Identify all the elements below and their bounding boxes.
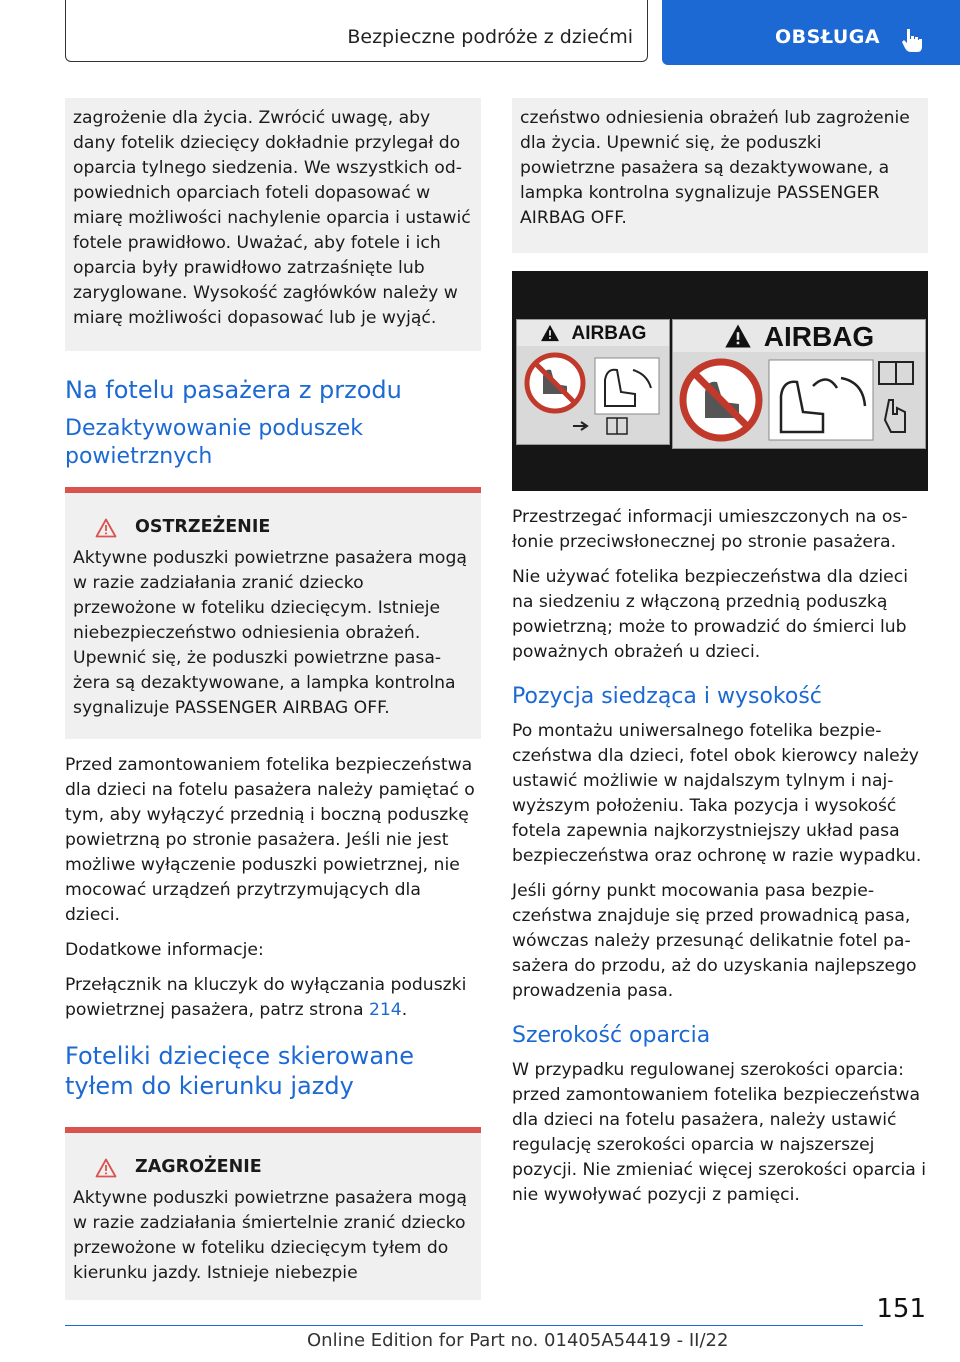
airbag-label-large-text: AIRBAG (763, 320, 875, 352)
tab-label: OBSŁUGA (775, 26, 881, 48)
left-column (65, 98, 481, 1300)
section-title: Bezpieczne podróże z dziećmi (347, 26, 633, 48)
warning-box (65, 487, 481, 739)
airbag-label-small-text: AIRBAG (571, 322, 647, 344)
page-link[interactable]: 214 (368, 1000, 402, 1020)
pointing-hand-icon (900, 27, 924, 53)
danger-title: ZAGROŻENIE (73, 1155, 471, 1180)
airbag-label-small (516, 319, 670, 445)
paragraph: Po montażu uniwersalnego fotelika bezpieczeństwa dla dzieci, fotel obok kierowcy należy ustawić możliwie w najdalszym tylnym i najwyższym położeniu. Taka pozycja i wysokość fotela zapewnia najkorzystniejszy układ pasa bezpieczeństwa oraz ochronę w razie wypadku. (512, 721, 922, 866)
paragraph-with-link: Przełącznik na kluczyk do wyłączania poduszki powietrznej pasażera, patrz strona 214. (65, 975, 467, 1020)
page-number: 151 (876, 1294, 926, 1324)
tab-obsluga[interactable] (662, 0, 960, 65)
warning-triangle-icon (95, 1158, 117, 1178)
footer-divider (65, 1325, 863, 1326)
no-child-seat-large-icon (677, 356, 921, 444)
danger-box (65, 1127, 481, 1300)
airbag-label-large (672, 319, 926, 449)
warning-continuation-text: czeństwo odniesienia obrażeń lub zagrożenie dla życia. Upewnić się, że poduszki powietrzne pasażera są dezaktywowane, a lampka kontrolna sygnalizuje PASSENGER AIRBAG OFF. (520, 108, 910, 228)
paragraph: Przestrzegać informacji umieszczonych na osłonie przeciwsłonecznej po stronie pasażera. (512, 507, 908, 552)
warning-triangle-icon (95, 518, 117, 538)
paragraph: Przed zamontowaniem fotelika bezpieczeństwa dla dzieci na fotelu pasażera należy pamiętać o tym, aby wyłączyć przednią i boczną poduszkę powietrzną po stronie pasażera. Jeśli nie jest możliwe wyłączenie poduszki powietrznej, nie mocować urządzeń przytrzymujących dla dzieci. (65, 755, 475, 925)
heading-seat-position: Pozycja siedząca i wysokość (512, 684, 822, 709)
paragraph: Jeśli górny punkt mocowania pasa bezpieczeństwa znajduje się przed prowadnicą pasa, wówczas należy przesunąć delikatnie fotel pasażera do przodu, aż do uzyskania najlepszego prowadzenia pasa. (512, 881, 917, 1001)
paragraph: Nie używać fotelika bezpieczeństwa dla dzieci na siedzeniu z włączoną przednią poduszką powietrzną; może to prowadzić do śmierci lub poważnych obrażeń u dzieci. (512, 567, 908, 662)
subheading-deactivate-airbags: Dezaktywowanie poduszek powietrznych (65, 416, 364, 469)
header-box (65, 0, 648, 62)
note-box (65, 98, 481, 351)
footer-edition: Online Edition for Part no. 01405A54419 - II/22 (307, 1330, 729, 1351)
paragraph: Dodatkowe informacje: (65, 940, 264, 960)
warning-triangle-icon (540, 324, 560, 342)
no-child-seat-icon (521, 350, 665, 440)
warning-title: OSTRZEŻENIE (73, 515, 471, 540)
airbag-label-photo (512, 271, 928, 491)
warning-continuation-box (512, 98, 928, 253)
right-column (512, 98, 928, 1218)
heading-backrest-width: Szerokość oparcia (512, 1023, 711, 1048)
warning-triangle-icon (724, 323, 752, 349)
danger-text: Aktywne poduszki powietrzne pasażera mogą w razie zadziałania śmiertelnie zranić dziecko przewożone w foteliku dziecięcym tyłem do kierunku jazdy. Istnieje niebezpie (73, 1188, 467, 1283)
heading-front-seat: Na fotelu pasażera z przodu (65, 376, 402, 404)
paragraph: W przypadku regulowanej szerokości oparcia: przed zamontowaniem fotelika bezpieczeństwa dla dzieci na fotelu pasażera, należy ustawić regulację szerokości oparcia w najszerszej pozycji. Nie zmieniać więcej szerokości oparcia i nie wywoływać pozycji z pamięci. (512, 1060, 927, 1205)
heading-rear-facing: Foteliki dziecięce skierowane tyłem do kierunku jazdy (65, 1042, 414, 1100)
warning-text: Aktywne poduszki powietrzne pasażera mogą w razie zadziałania zranić dziecko przewożone w foteliku dziecięcym. Istnieje niebezpieczeństwo odniesienia obrażeń. Upewnić się, że poduszki powietrzne pasażera są dezaktywowane, a lampka kontrolna sygnalizuje PASSENGER AIRBAG OFF. (73, 548, 467, 718)
note-text: zagrożenie dla życia. Zwrócić uwagę, aby dany fotelik dziecięcy dokładnie przylegał do oparcia tylnego siedzenia. We wszystkich odpowiednich oparciach foteli dopasować w miarę możliwości nachylenie oparcia i ustawić fotele prawidłowo. Uważać, aby fotele i ich oparcia były prawidłowo zatrzaśnięte lub zaryglowane. Wysokość zagłówków należy w miarę możliwości dopasować lub je wyjąć. (73, 108, 471, 328)
